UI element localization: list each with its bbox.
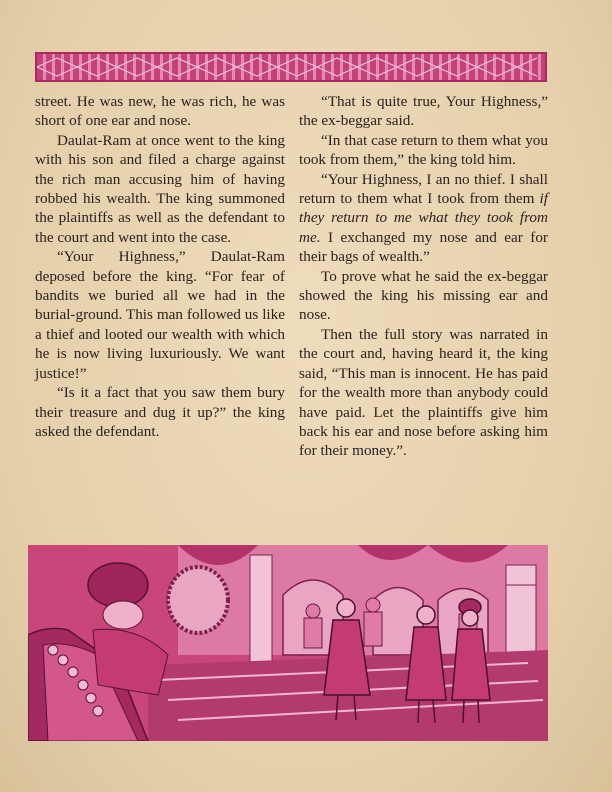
text-run: Then the full story was narrated in the court and, having heard it, the king said, “This man is innocent. He has paid for the wealth more than anybody could have paid. Let the plaintiffs give him back his ear and nose before asking him for their money.”.	[299, 325, 548, 460]
text-run: “That is quite true, Your Highness,” the ex-beggar said.	[299, 93, 548, 130]
text-run: I exchanged my nose and ear for their bags of wealth.”	[299, 228, 548, 266]
banner-pattern-icon	[37, 54, 545, 80]
paragraph	[299, 267, 548, 325]
text-run: street. He was new, he was rich, he was short of one ear and nose.	[35, 93, 285, 130]
decorative-banner	[35, 52, 547, 82]
paragraph	[299, 325, 548, 461]
paragraph	[35, 92, 285, 131]
court-scene-illustration	[28, 545, 548, 741]
text-run: “In that case return to them what you took from them,” the king told him.	[299, 131, 548, 169]
paragraph	[35, 383, 285, 441]
right-text-column	[299, 92, 548, 461]
text-run: To prove what he said the ex-beggar showed the king his missing ear and nose.	[299, 267, 548, 324]
paragraph	[35, 247, 285, 383]
left-text-column	[35, 92, 285, 441]
text-run: “Your Highness, I an no thief. I shall return to them what I took from them	[299, 170, 548, 208]
paragraph	[35, 131, 285, 247]
text-run: “Your Highness,” Daulat-Ram deposed before the king. “For fear of bandits we buried all we had in the burial-ground. This man followed us like a thief and looted our wealth with which he is now living luxuriously. We want justice!”	[35, 248, 285, 382]
paragraph	[299, 131, 548, 170]
text-run: Daulat-Ram at once went to the king with his son and filed a charge against the rich man accusing him of having robbed his wealth. The king summoned the plaintiffs as well as the defendant to the court and went into the case.	[35, 131, 285, 246]
paragraph	[299, 92, 548, 131]
text-run: “Is it a fact that you saw them bury their treasure and dug it up?” the king asked the defendant.	[35, 384, 285, 440]
paragraph	[299, 170, 548, 267]
italic-text: if they return to me what they took from me.	[299, 190, 548, 246]
